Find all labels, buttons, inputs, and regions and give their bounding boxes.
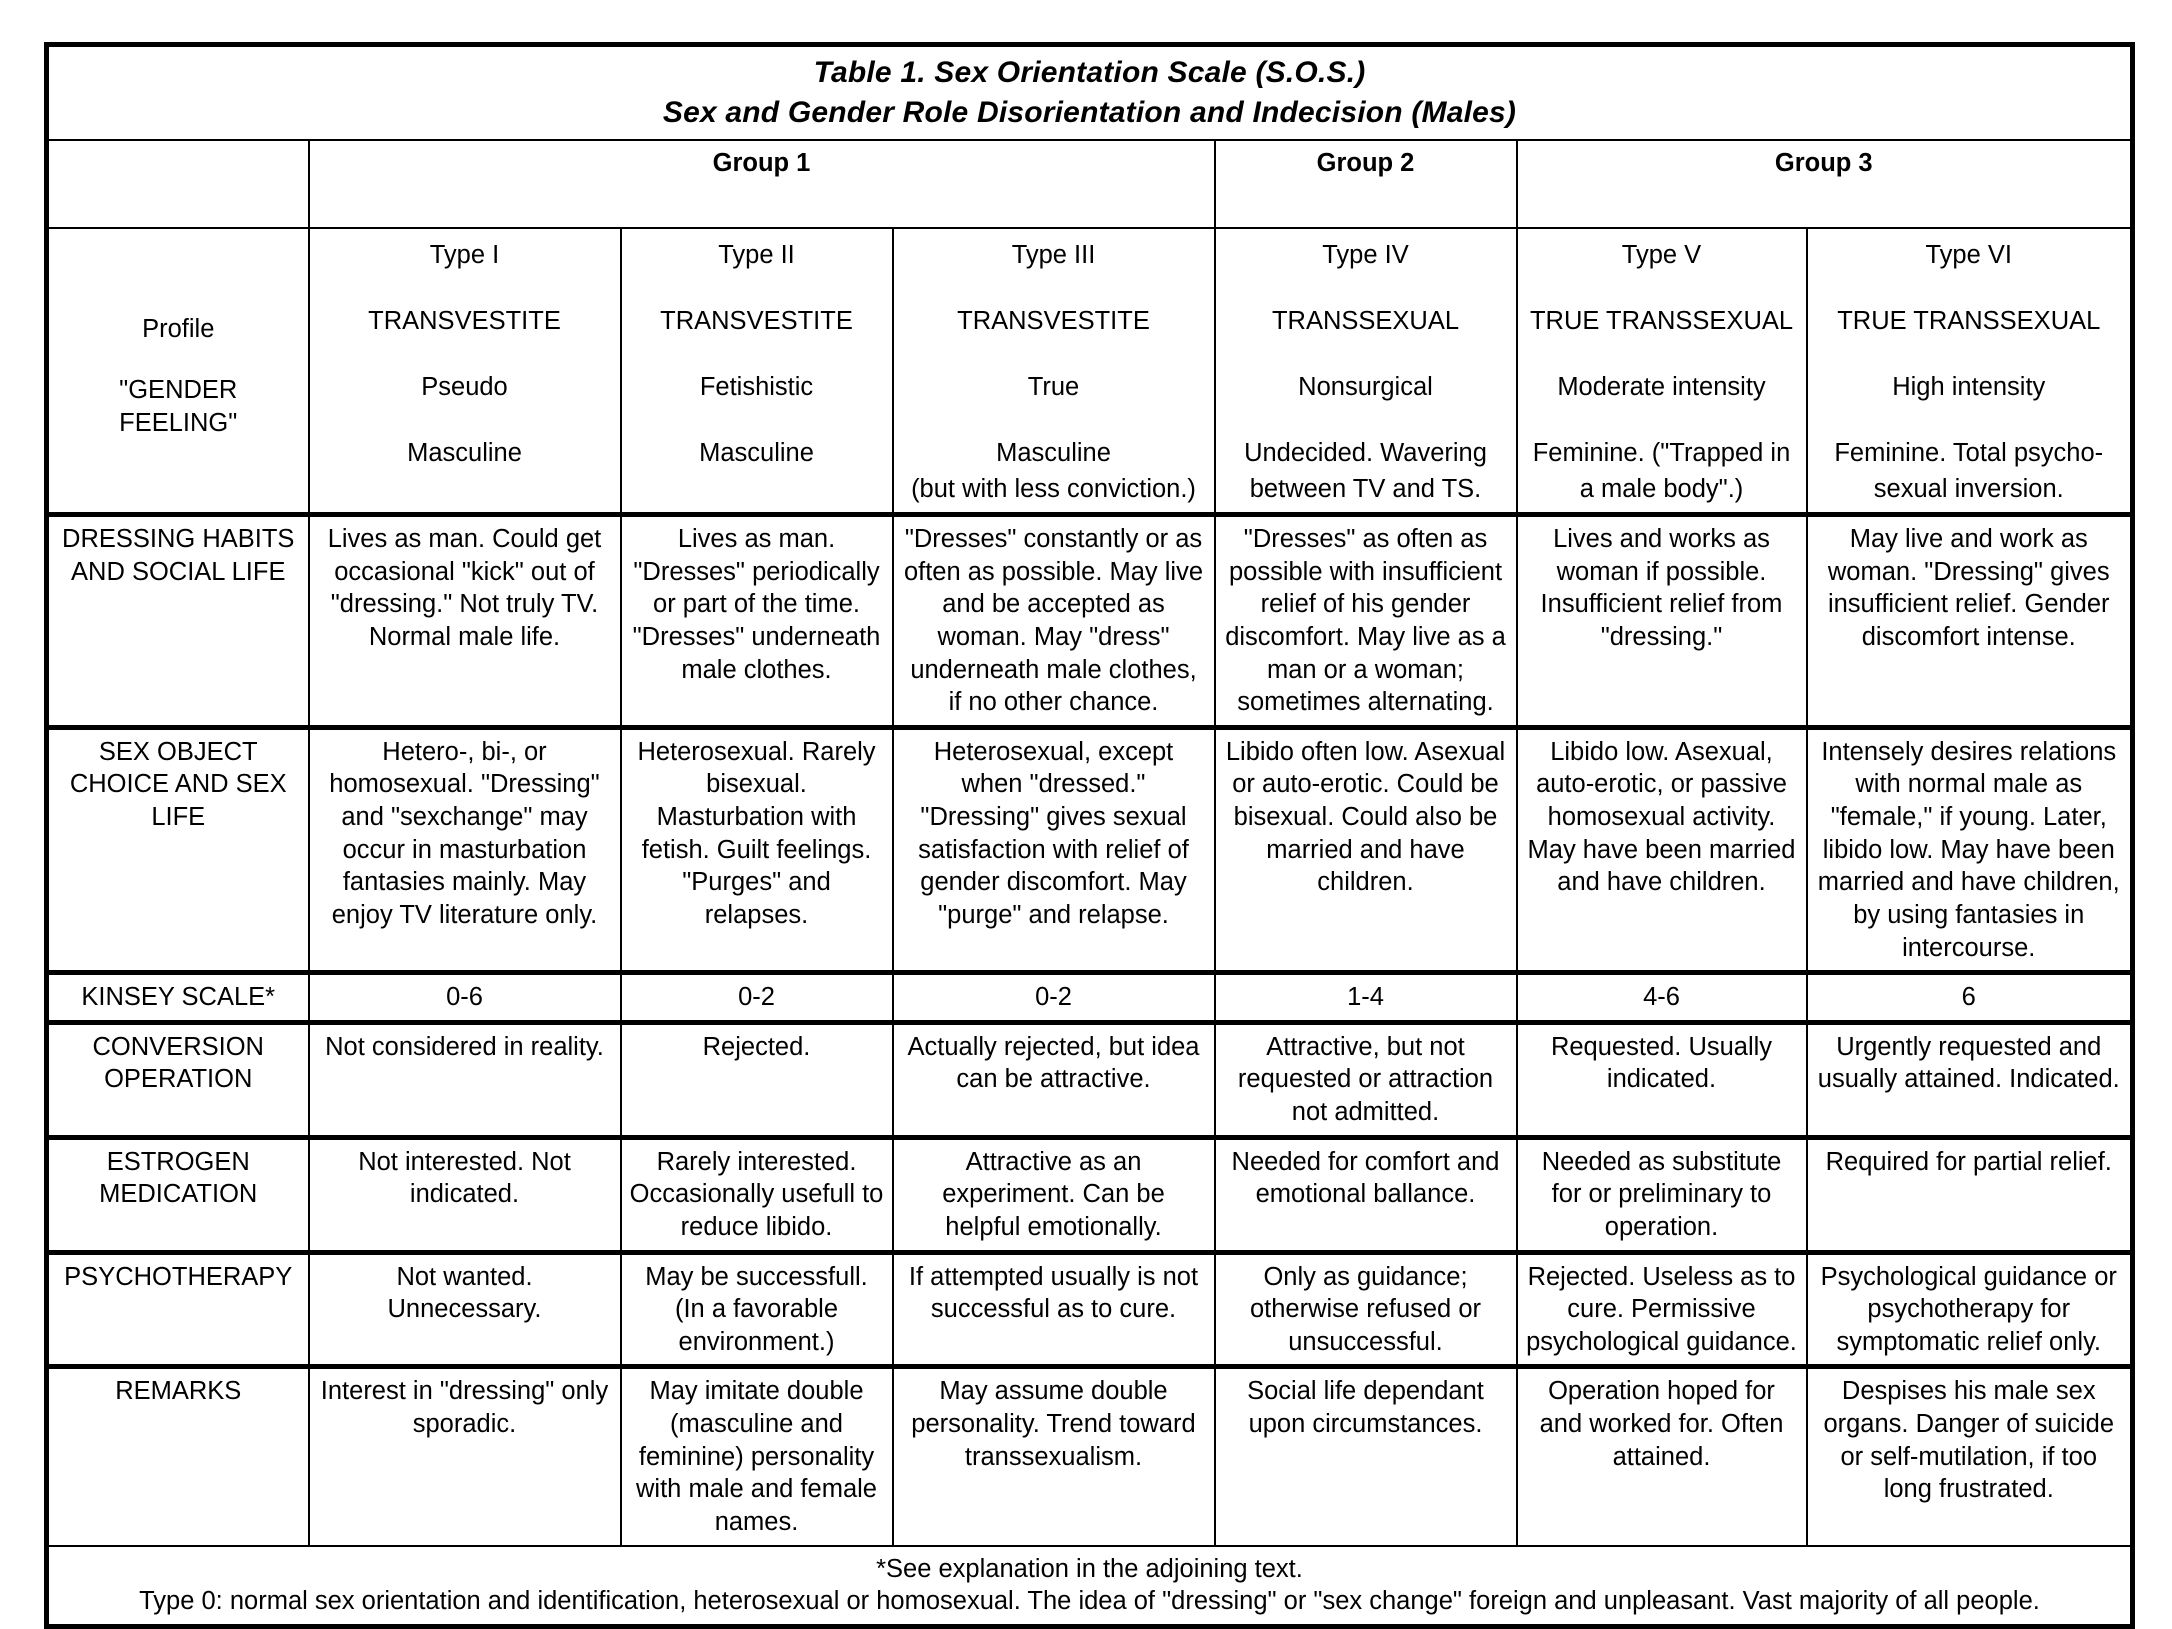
cell-conversion-type-4: Attractive, but not requested or attraction not admitted.: [1215, 1022, 1517, 1137]
table-title-cell: [47, 45, 2133, 141]
row-label-remarks: REMARKS: [47, 1367, 309, 1546]
table-title-row: [47, 45, 2133, 141]
group-header-group-2: Group 2: [1215, 140, 1517, 228]
cell-psychotherapy-type-4: Only as guidance; otherwise refused or unsuccessful.: [1215, 1252, 1517, 1367]
cell-dressing-type-4: "Dresses" as often as possible with insufficient relief of his gender discomfort. May live as a man or a woman; sometimes alternating.: [1215, 515, 1517, 728]
cell-conversion-type-3: Actually rejected, but idea can be attractive.: [893, 1022, 1215, 1137]
gender-feeling-value: Fetishistic: [699, 373, 814, 402]
cell-dressing-type-5: Lives and works as woman if possible. Insufficient relief from "dressing.": [1517, 515, 1807, 728]
gender-feeling-detail-2: sexual inversion.: [1873, 475, 2064, 504]
cell-kinsey-type-1: 0-6: [309, 973, 621, 1023]
cell-estrogen-type-1: Not interested. Not indicated.: [309, 1137, 621, 1252]
gender-feeling-detail-2: a male body".): [1579, 475, 1744, 504]
footnote-row: [47, 1546, 2133, 1627]
gender-feeling-value: Nonsurgical: [1298, 373, 1433, 402]
cell-psychotherapy-type-1: Not wanted. Unnecessary.: [309, 1252, 621, 1367]
type-name: Type I: [429, 241, 500, 270]
profile-cell-type-5: [1517, 228, 1807, 514]
table-row: [47, 515, 2133, 728]
cell-sexobject-type-2: Heterosexual. Rarely bisexual. Masturbation with fetish. Guilt feelings. "Purges" and relapses.: [621, 727, 893, 972]
table-row: [47, 1252, 2133, 1367]
cell-sexobject-type-4: Libido often low. Asexual or auto-erotic. Could be bisexual. Could also be married and have children.: [1215, 727, 1517, 972]
type-category: TRANSSEXUAL: [1271, 307, 1460, 336]
type-name: Type IV: [1322, 241, 1409, 270]
cell-remarks-type-5: Operation hoped for and worked for. Often attained.: [1517, 1367, 1807, 1546]
table-title-line-2: Sex and Gender Role Disorientation and Indecision (Males): [662, 96, 1517, 130]
row-label-kinsey-scale: KINSEY SCALE*: [47, 973, 309, 1023]
profile-cell-type-2: [621, 228, 893, 514]
cell-dressing-type-1: Lives as man. Could get occasional "kick" out of "dressing." Not truly TV. Normal male life.: [309, 515, 621, 728]
table-title-line-1: Table 1. Sex Orientation Scale (S.O.S.): [813, 56, 1366, 89]
cell-estrogen-type-4: Needed for comfort and emotional ballance.: [1215, 1137, 1517, 1252]
cell-conversion-type-1: Not considered in reality.: [309, 1022, 621, 1137]
group-header-group-1: Group 1: [309, 140, 1215, 228]
gender-feeling-value: True: [1027, 373, 1080, 402]
cell-estrogen-type-3: Attractive as an experiment. Can be helpful emotionally.: [893, 1137, 1215, 1252]
row-label-estrogen-medication: ESTROGEN MEDICATION: [47, 1137, 309, 1252]
table-row: [47, 1367, 2133, 1546]
gender-feeling-detail: Masculine: [699, 439, 814, 468]
row-label-psychotherapy: PSYCHOTHERAPY: [47, 1252, 309, 1367]
profile-cell-type-3: [893, 228, 1215, 514]
type-name: Type VI: [1925, 241, 2012, 270]
cell-remarks-type-2: May imitate double (masculine and feminine) personality with male and female names.: [621, 1367, 893, 1546]
profile-row-label-cell: [47, 228, 309, 514]
type-category: TRANSVESTITE: [660, 307, 853, 336]
cell-sexobject-type-6: Intensely desires relations with normal male as "female," if young. Later, libido low. May have been married and have children, by using fantasies in intercourse.: [1807, 727, 2133, 972]
group-header-blank-cell: [47, 140, 309, 228]
cell-kinsey-type-6: 6: [1807, 973, 2133, 1023]
profile-label: Profile: [142, 315, 215, 344]
table-row: [47, 973, 2133, 1023]
cell-dressing-type-6: May live and work as woman. "Dressing" gives insufficient relief. Gender discomfort intense.: [1807, 515, 2133, 728]
table-row: [47, 727, 2133, 972]
profile-cell-type-6: [1807, 228, 2133, 514]
cell-conversion-type-2: Rejected.: [621, 1022, 893, 1137]
cell-conversion-type-6: Urgently requested and usually attained. Indicated.: [1807, 1022, 2133, 1137]
cell-sexobject-type-5: Libido low. Asexual, auto-erotic, or passive homosexual activity. May have been married and have children.: [1517, 727, 1807, 972]
cell-dressing-type-2: Lives as man. "Dresses" periodically or part of the time. "Dresses" underneath male clothes.: [621, 515, 893, 728]
cell-psychotherapy-type-2: May be successfull. (In a favorable environment.): [621, 1252, 893, 1367]
gender-feeling-detail-2: between TV and TS.: [1249, 475, 1482, 504]
type-category: TRANSVESTITE: [957, 307, 1150, 336]
gender-feeling-label: "GENDER FEELING": [119, 376, 238, 437]
cell-remarks-type-1: Interest in "dressing" only sporadic.: [309, 1367, 621, 1546]
gender-feeling-detail: Undecided. Wavering: [1244, 439, 1487, 468]
cell-remarks-type-6: Despises his male sex organs. Danger of suicide or self-mutilation, if too long frustrated.: [1807, 1367, 2133, 1546]
gender-feeling-value: Moderate intensity: [1557, 373, 1766, 402]
sex-orientation-scale-table: [44, 42, 2135, 1629]
type-name: Type III: [1011, 241, 1096, 270]
type-category: TRANSVESTITE: [368, 307, 561, 336]
group-header-group-3: Group 3: [1517, 140, 2133, 228]
table-row: [47, 1022, 2133, 1137]
gender-feeling-detail: Masculine: [996, 439, 1111, 468]
row-label-sex-object-choice: SEX OBJECT CHOICE AND SEX LIFE: [47, 727, 309, 972]
type-name: Type II: [718, 241, 795, 270]
type-category: TRUE TRANSSEXUAL: [1529, 307, 1794, 336]
row-label-dressing-habits: DRESSING HABITS AND SOCIAL LIFE: [47, 515, 309, 728]
cell-estrogen-type-5: Needed as substitute for or preliminary to operation.: [1517, 1137, 1807, 1252]
type-name: Type V: [1621, 241, 1702, 270]
footnote-cell: [47, 1546, 2133, 1627]
cell-remarks-type-4: Social life dependant upon circumstances.: [1215, 1367, 1517, 1546]
cell-sexobject-type-3: Heterosexual, except when "dressed." "Dressing" gives sexual satisfaction with relief of gender discomfort. May "purge" and relapse.: [893, 727, 1215, 972]
footnote-line-2: Type 0: normal sex orientation and identification, heterosexual or homosexual. The idea of "dressing" or "sex change" foreign and unpleasant. Vast majority of all people.: [139, 1587, 2040, 1616]
gender-feeling-detail: Feminine. Total psycho-: [1834, 439, 2104, 468]
type-category: TRUE TRANSSEXUAL: [1837, 307, 2101, 336]
cell-kinsey-type-5: 4-6: [1517, 973, 1807, 1023]
cell-remarks-type-3: May assume double personality. Trend toward transsexualism.: [893, 1367, 1215, 1546]
cell-conversion-type-5: Requested. Usually indicated.: [1517, 1022, 1807, 1137]
profile-row: [47, 228, 2133, 514]
row-label-conversion-operation: CONVERSION OPERATION: [47, 1022, 309, 1137]
cell-dressing-type-3: "Dresses" constantly or as often as possible. May live and be accepted as woman. May "dress" underneath male clothes, if no other chance.: [893, 515, 1215, 728]
cell-estrogen-type-6: Required for partial relief.: [1807, 1137, 2133, 1252]
gender-feeling-detail: Feminine. ("Trapped in: [1532, 439, 1791, 468]
group-header-row: [47, 140, 2133, 228]
footnote-line-1: *See explanation in the adjoining text.: [876, 1554, 1303, 1583]
cell-psychotherapy-type-3: If attempted usually is not successful as to cure.: [893, 1252, 1215, 1367]
cell-kinsey-type-2: 0-2: [621, 973, 893, 1023]
profile-cell-type-4: [1215, 228, 1517, 514]
table-row: [47, 1137, 2133, 1252]
cell-sexobject-type-1: Hetero-, bi-, or homosexual. "Dressing" and "sexchange" may occur in masturbation fantasies mainly. May enjoy TV literature only.: [309, 727, 621, 972]
gender-feeling-detail-2: (but with less conviction.): [911, 475, 1196, 504]
cell-psychotherapy-type-5: Rejected. Useless as to cure. Permissive psychological guidance.: [1517, 1252, 1807, 1367]
gender-feeling-value: High intensity: [1892, 373, 2046, 402]
gender-feeling-value: Pseudo: [421, 373, 508, 402]
profile-cell-type-1: [309, 228, 621, 514]
cell-psychotherapy-type-6: Psychological guidance or psychotherapy for symptomatic relief only.: [1807, 1252, 2133, 1367]
cell-kinsey-type-3: 0-2: [893, 973, 1215, 1023]
cell-kinsey-type-4: 1-4: [1215, 973, 1517, 1023]
cell-estrogen-type-2: Rarely interested. Occasionally usefull to reduce libido.: [621, 1137, 893, 1252]
gender-feeling-detail: Masculine: [407, 439, 522, 468]
